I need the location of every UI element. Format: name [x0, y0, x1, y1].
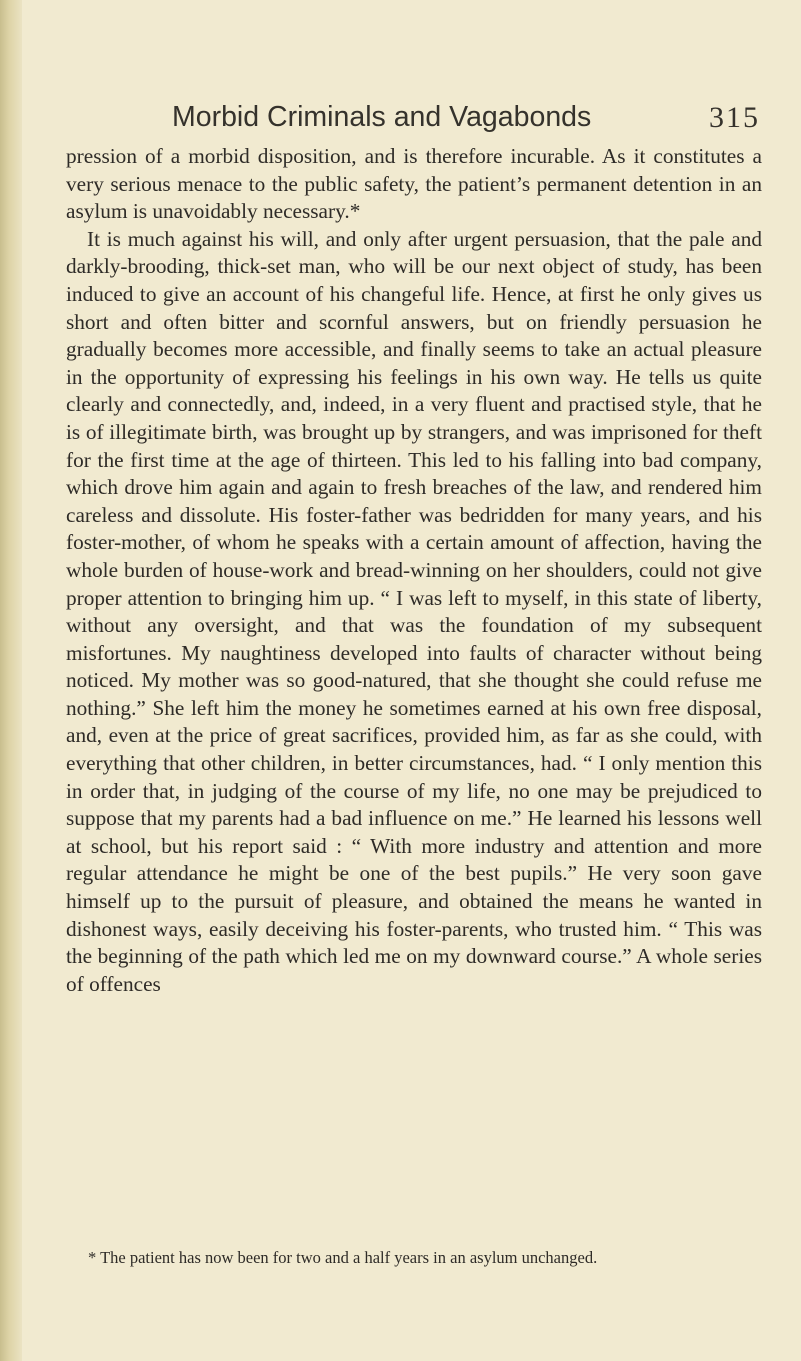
paragraph-continued: pression of a morbid disposition, and is therefore incurable. As it constitutes a very serious menace to the public safety, the patient’s permanent detention in an asylum is unavoidably necessary.* — [66, 144, 762, 224]
running-head — [172, 101, 760, 141]
footnote-text: * The patient has now been for two and a half years in an asylum unchanged. — [88, 1248, 598, 1267]
body-text — [66, 143, 762, 998]
paragraph: It is much against his will, and only after urgent persuasion, that the pale and darkly-brooding, thick-set man, who will be our next object of study, has been induced to give an account of his changeful life. Hence, at first he only gives us short and often bitter and scornful answers, but on friendly persuasion he gradually becomes more accessible, and finally seems to take an actual pleasure in the opportunity of expressing his feelings in his own way. He tells us quite clearly and connectedly, and, indeed, in a very fluent and practised style, that he is of illegitimate birth, was brought up by strangers, and was imprisoned for theft for the first time at the age of thirteen. This led to his falling into bad company, which drove him again and again to fresh breaches of the law, and rendered him careless and dissolute. His foster-father was bedridden for many years, and his foster-mother, of whom he speaks with a certain amount of affection, having the whole burden of house-work and bread-winning on her shoulders, could not give proper attention to bringing him up. “ I was left to myself, in this state of liberty, without any oversight, and that was the foundation of my subsequent misfortunes. My naughtiness developed into faults of character without being noticed. My mother was so good-natured, that she thought she could refuse me nothing.” She left him the money he sometimes earned at his own free disposal, and, even at the price of great sacrifices, provided him, as far as she could, with everything that other children, in better circumstances, had. “ I only mention this in order that, in judging of the course of my life, no one may be prejudiced to suppose that my parents had a bad influence on me.” He learned his lessons well at school, but his report said : “ With more industry and attention and more regular attendance he might be one of the best pupils.” He very soon gave himself up to the pursuit of pleasure, and obtained the means he wanted in dishonest ways, easily deceiving his foster-parents, who trusted him. “ This was the beginning of the path which led me on my downward course.” A whole series of offences — [66, 226, 762, 996]
footnote — [66, 1247, 762, 1268]
page-gutter-shadow — [0, 0, 22, 1361]
page-number: 315 — [709, 101, 760, 134]
running-head-title: Morbid Criminals and Vagabonds — [172, 101, 592, 133]
